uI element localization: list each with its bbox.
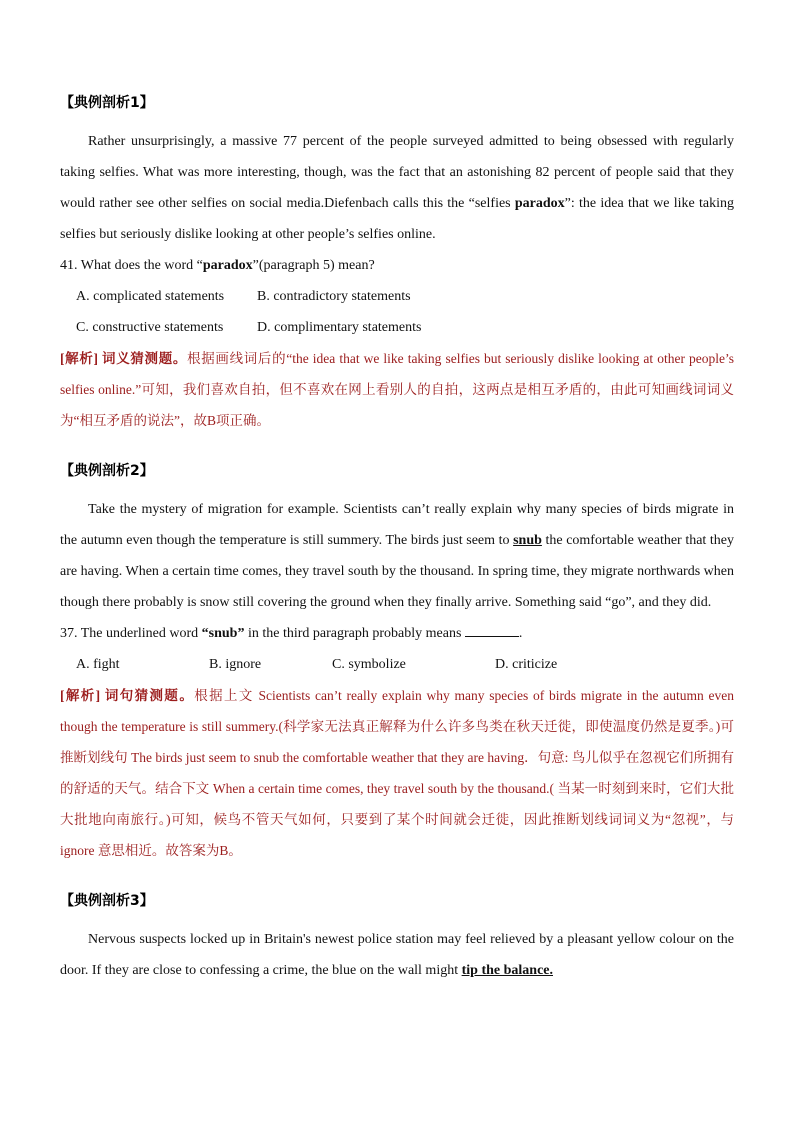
analysis-tag: [解析] 词句猜测题。 <box>60 688 195 703</box>
section-title: 【典例剖析2】 <box>60 463 154 479</box>
question <box>60 250 734 281</box>
passage-paragraph <box>60 126 734 250</box>
option-b: B. ignore <box>209 657 262 672</box>
question-text: 41. What does the word “ <box>60 258 203 273</box>
passage-paragraph <box>60 494 734 618</box>
option-a: A. complicated statements <box>76 289 225 304</box>
question-text: . <box>518 626 523 641</box>
question-keyword: paradox <box>202 258 253 273</box>
passage-text: Rather unsurprisingly, a massive 77 percent of the people surveyed admitted to being obsessed with regularly taking selfies. What was more interesting, though, was the fact that an astonishing 82 percent of people said that they would rather see other selfies on social media.Diefenbach calls this the “selfies <box>60 134 734 211</box>
example-section-1 <box>60 92 734 436</box>
passage-text: Take the mystery of migration for example. Scientists can’t really explain why many species of birds migrate in the autumn even though the temperature is still summery. The birds just seem to <box>60 502 734 548</box>
section-title: 【典例剖析1】 <box>60 95 154 111</box>
option-a: A. fight <box>76 657 120 672</box>
passage-text: ”: the idea that we like taking selfies but seriously dislike looking at other people’s selfies online. <box>60 196 734 242</box>
underlined-phrase-tip-the-balance: tip the balance <box>461 963 550 978</box>
passage-text: . <box>549 963 553 978</box>
passage-text: the comfortable weather that they are having. When a certain time comes, they travel south by the thousand. In spring time, they migrate northwards when though there probably is snow still covering the ground when they finally arrive. Something said “go”, and they did. <box>60 533 735 610</box>
passage-paragraph <box>60 924 734 986</box>
option-c: C. symbolize <box>332 657 406 672</box>
underlined-word-snub: snub <box>513 533 542 548</box>
answer-blank <box>465 624 519 637</box>
analysis-text: 根据画线词后的“the idea that we like taking selfies but seriously dislike looking at other people’s selfies online.”可知，我们喜欢自拍，但不喜欢在网上看别人的自拍，这两点是相互矛盾的，由此可知画线词词义为“相互矛盾的说法”，故B项正确。 <box>60 351 734 428</box>
question-keyword: “snub” <box>201 626 245 641</box>
question-text: ”(paragraph 5) mean? <box>252 258 375 273</box>
question-text: in the third paragraph probably means <box>244 626 465 641</box>
options-row <box>60 281 734 312</box>
keyword-paradox: paradox <box>514 196 565 211</box>
analysis <box>60 680 734 866</box>
analysis <box>60 343 734 436</box>
analysis-text: 根据上文 Scientists can’t really explain why many species of birds migrate in the autumn even though the temperature is still summery.(科学家无法真正解释为什么许多鸟类在秋天迁徙，即使温度仍然是夏季。)可推断划线句 The birds just seem to snub the comfortable weather that they are having．句意: 鸟儿似乎在忽视它们所拥有的舒适的天气。结合下文 When a certain time comes, they travel south by the thousand.( 当某一时刻到来时，它们大批大批地向南旅行。)可知，候鸟不管天气如何，只要到了某个时间就会迁徙，因此推断划线词词义为“忽视”，与ignore 意思相近。故答案为B。 <box>60 688 734 858</box>
passage-text: Nervous suspects locked up in Britain's newest police station may feel relieved by a pleasant yellow colour on the door. If they are close to confessing a crime, the blue on the wall might <box>60 932 734 978</box>
option-b: B. contradictory statements <box>257 289 411 304</box>
example-section-2 <box>60 460 734 866</box>
options-row <box>60 312 734 343</box>
section-title: 【典例剖析3】 <box>60 893 154 909</box>
example-section-3 <box>60 890 734 986</box>
analysis-tag: [解析] 词义猜测题。 <box>60 351 188 366</box>
document-page <box>60 92 734 1010</box>
question <box>60 618 734 649</box>
option-d: D. complimentary statements <box>257 320 422 335</box>
option-c: C. constructive statements <box>76 320 224 335</box>
options-row <box>60 649 734 680</box>
question-text: 37. The underlined word <box>60 626 202 641</box>
option-d: D. criticize <box>495 657 558 672</box>
